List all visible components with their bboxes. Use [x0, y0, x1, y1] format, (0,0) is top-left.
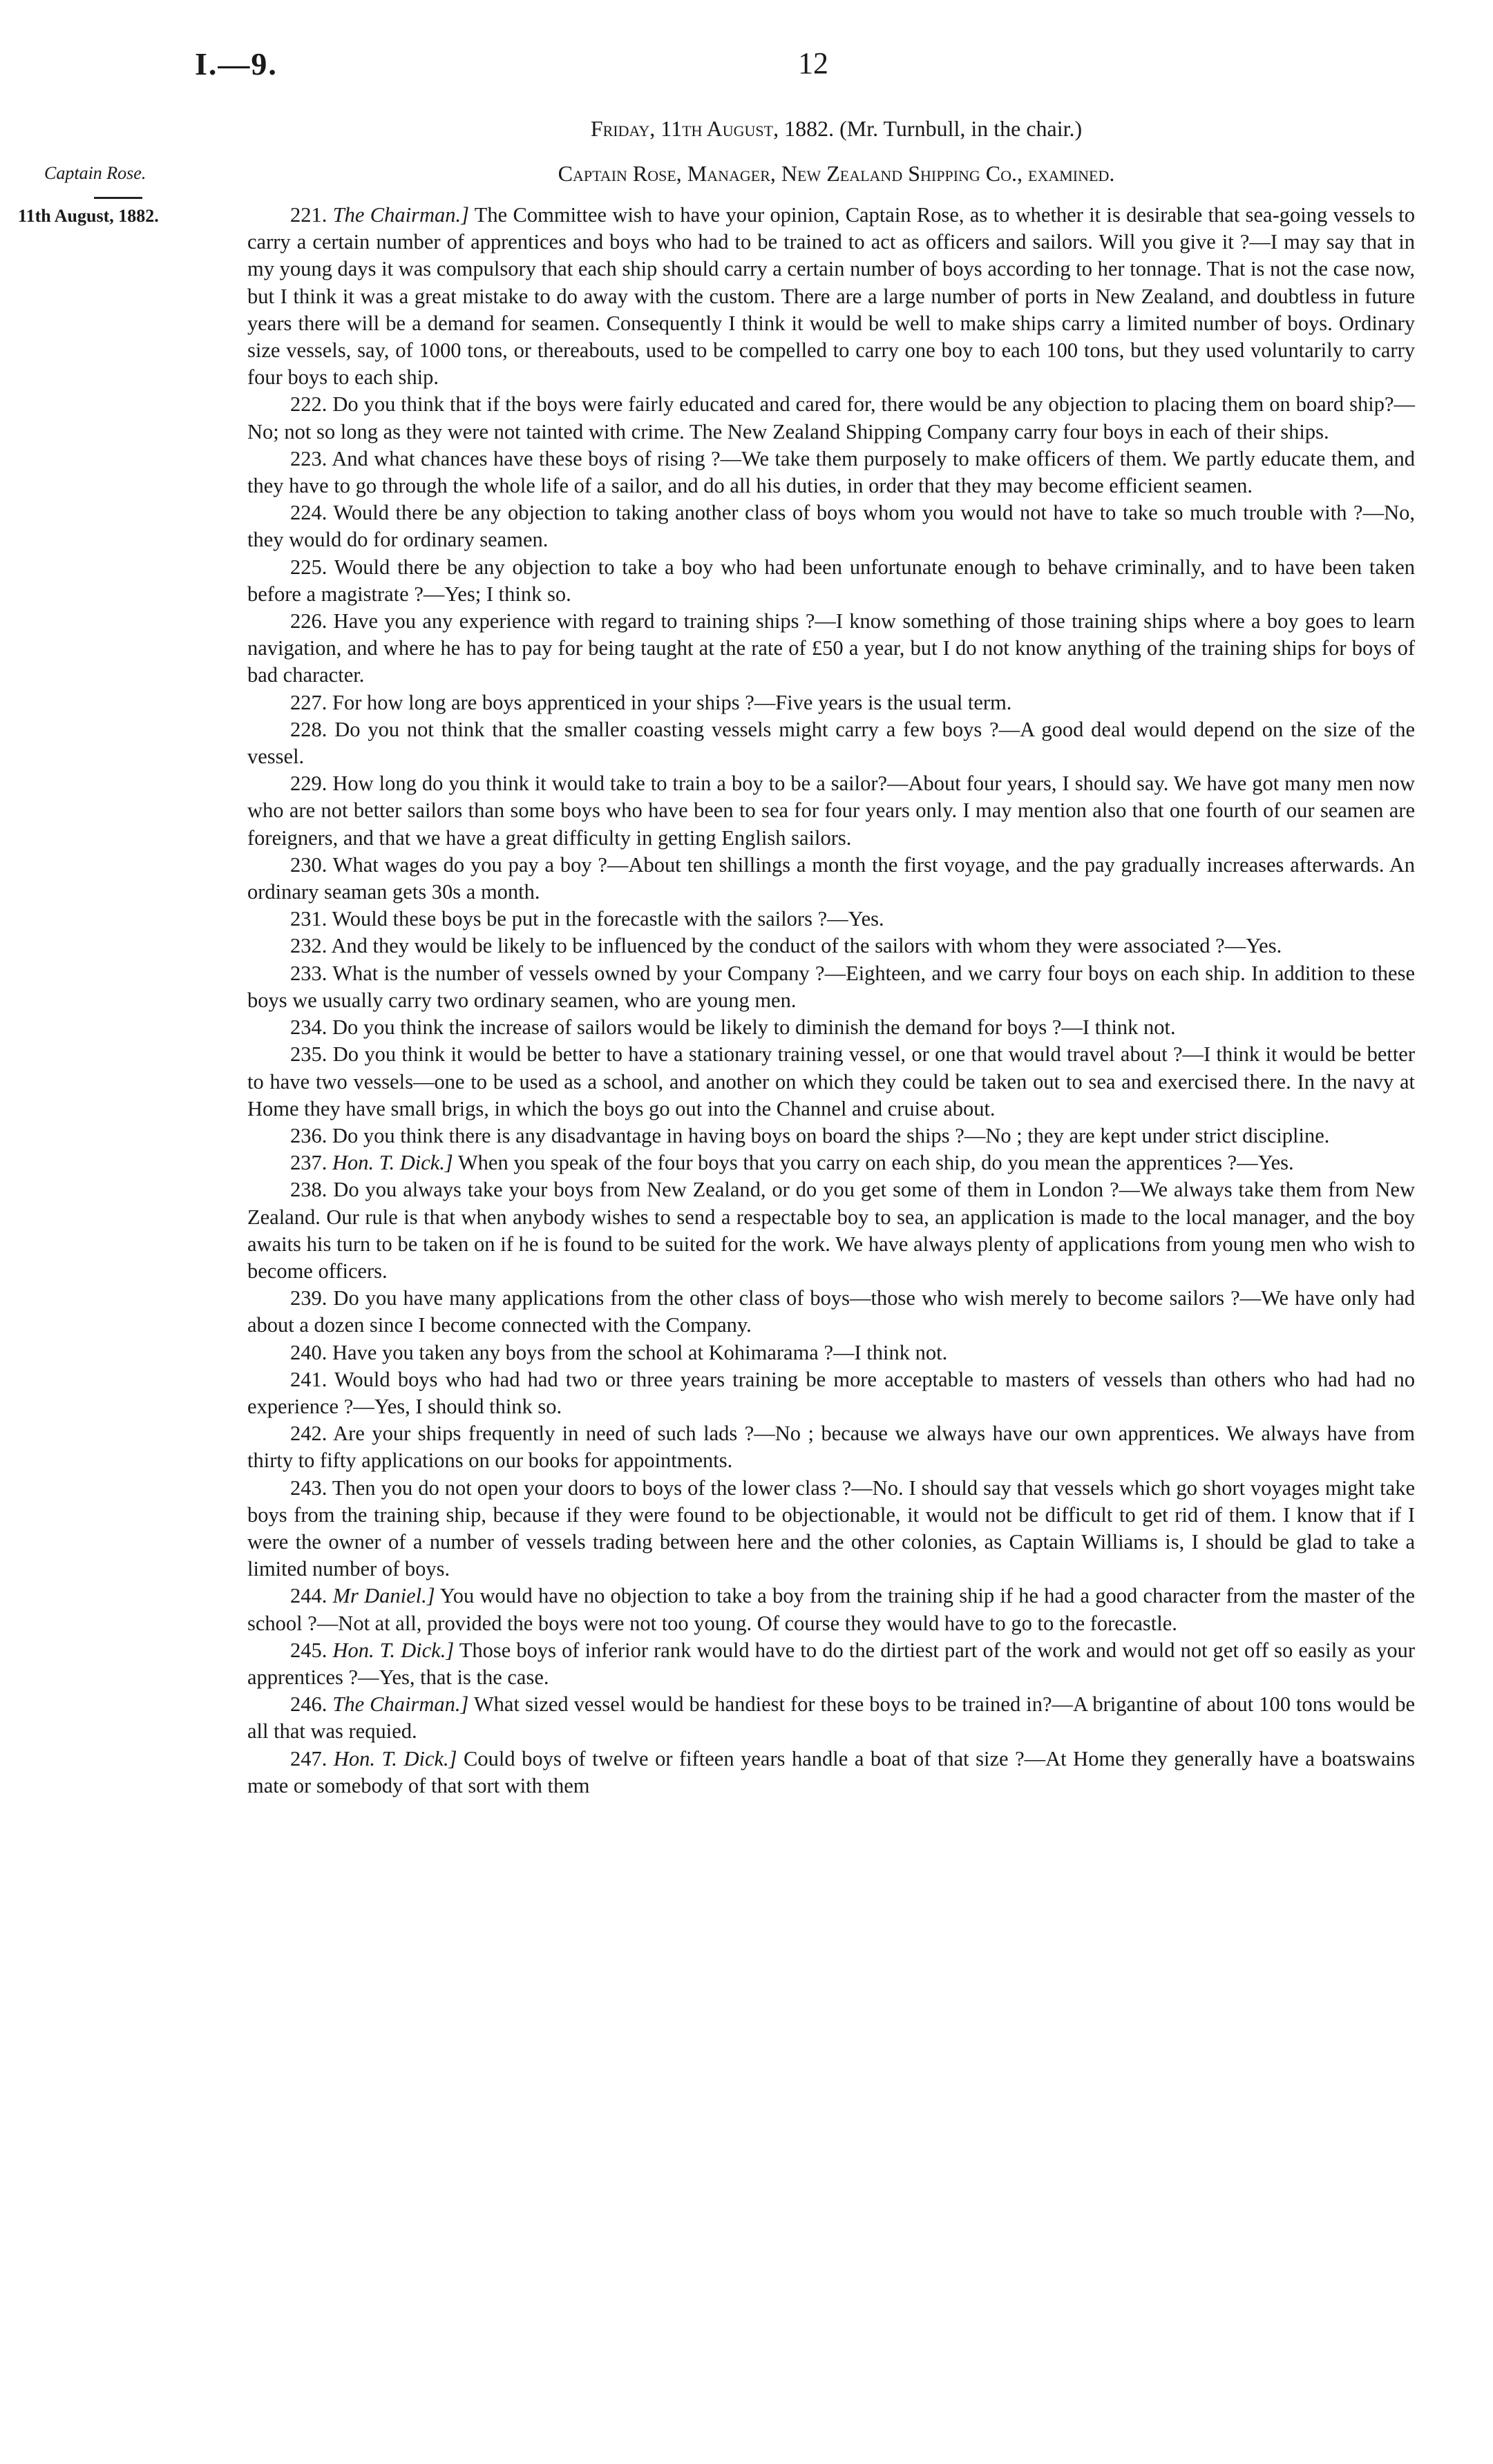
session-heading — [0, 116, 1493, 142]
question-number: 235. — [290, 1042, 327, 1067]
testimony-paragraph — [247, 202, 1415, 391]
question-answer-text: Could boys of twelve or fifteen years handle a boat of that size ?—At Home they generally have a boatswains mate or somebody of that sort with them — [247, 1746, 1415, 1797]
question-answer-text: What wages do you pay a boy ?—About ten shillings a month the first voyage, and the pay gradually increases afterwards. An ordinary seaman gets 30s a month. — [247, 852, 1415, 904]
question-number: 233. — [290, 961, 327, 985]
question-answer-text: You would have no objection to take a boy from the training ship if he had a good character from the master of the school ?—Not at all, provided the boys were not too young. Of course they would have to go to the forecastle. — [247, 1584, 1416, 1635]
testimony-paragraph — [247, 1583, 1415, 1636]
testimony-paragraph — [247, 1366, 1415, 1420]
testimony-paragraph — [247, 391, 1415, 445]
margin-date: 11th August, 1882. — [18, 206, 159, 226]
question-number: 241. — [290, 1367, 327, 1391]
question-number: 237. — [290, 1151, 327, 1175]
question-number: 246. — [290, 1692, 327, 1717]
session-date: Friday, 11th August, 1882. — [590, 116, 835, 141]
question-number: 232. — [290, 934, 327, 958]
testimony-paragraph — [247, 1041, 1415, 1123]
question-number: 227. — [290, 690, 327, 714]
witness-heading: Captain Rose, Manager, New Zealand Shipping Co., examined. — [558, 161, 1115, 186]
testimony-paragraph — [247, 1014, 1415, 1041]
testimony-paragraph — [247, 1149, 1415, 1176]
speaker-name: Mr Daniel.] — [332, 1584, 435, 1608]
question-answer-text: Do you always take your boys from New Zealand, or do you get some of them in London ?—We always take them from New Zealand. Our rule is that when anybody wishes to send a respectable boy to sea, an application is made to the local manager, and the boy awaits his turn to be taken on if he is found to be suited for the work. We have always plenty of applications from young men who wish to become officers. — [247, 1178, 1415, 1283]
testimony-paragraph — [247, 852, 1415, 906]
question-answer-text: And what chances have these boys of rising ?—We take them purposely to make officers of them. We partly educate them, and they have to go through the whole life of a sailor, and do all his duties, in order that they may become efficient seamen. — [247, 446, 1416, 498]
question-number: 228. — [290, 717, 327, 741]
testimony-paragraph — [247, 933, 1415, 959]
question-answer-text: Would there be any objection to taking another class of boys whom you would not have to take so much trouble with ?—No, they would do for ordinary seamen. — [247, 501, 1415, 552]
speaker-name: Hon. T. Dick.] — [332, 1151, 453, 1175]
question-number: 236. — [290, 1123, 327, 1147]
testimony-paragraph — [247, 716, 1415, 770]
question-answer-text: Then you do not open your doors to boys of the lower class ?—No. I should say that vessels which go short voyages might take boys from the training ship, because if they were found to be objectionable, it would not be difficult to get rid of them. I know that if I were the owner of a number of vessels trading between here and the other colonies, as Captain Williams is, I should be glad to take a limited number of boys. — [247, 1475, 1415, 1581]
margin-witness-name: Captain Rose. — [44, 163, 146, 183]
question-answer-text: The Committee wish to have your opinion, Captain Rose, as to whether it is desirable that sea-going vessels to carry a certain number of apprentices and boys who had to be trained to act as officers and sailors. Will you give it ?—I may say that in my young days it was compulsory that each ship should carry a certain number of boys according to her tonnage. That is not the case now, but I think it was a great mistake to do away with the custom. There are a large number of ports in New Zealand, and doubtless in future years there will be a demand for seamen. Consequently I think it would be well to make ships carry a limited number of boys. Ordinary size vessels, say, of 1000 tons, or thereabouts, used to be compelled to carry one boy to each 100 tons, but they used voluntarily to carry four boys to each ship. — [247, 203, 1416, 390]
speaker-name: Hon. T. Dick.] — [332, 1638, 455, 1662]
question-number: 221. — [290, 203, 327, 227]
testimony-paragraph — [247, 554, 1415, 608]
question-answer-text: Do you not think that the smaller coasting vessels might carry a few boys ?—A good deal would depend on the size of the vessel. — [247, 717, 1415, 769]
question-answer-text: What sized vessel would be handiest for these boys to be trained in?—A brigantine of about 100 tons would be all that was requied. — [247, 1692, 1416, 1744]
question-number: 243. — [290, 1475, 327, 1500]
testimony-paragraph — [247, 906, 1415, 933]
question-number: 244. — [290, 1584, 327, 1608]
speaker-name: The Chairman.] — [332, 203, 470, 227]
testimony-paragraph — [247, 1420, 1415, 1474]
question-number: 226. — [290, 609, 327, 633]
question-answer-text: When you speak of the four boys that you carry on each ship, do you mean the apprentices ?—Yes. — [457, 1151, 1294, 1175]
testimony-paragraph — [247, 446, 1415, 499]
question-number: 231. — [290, 907, 327, 931]
question-number: 230. — [290, 852, 327, 877]
question-answer-text: What is the number of vessels owned by your Company ?—Eighteen, and we carry four boys on each ship. In addition to these boys we usually carry two ordinary seamen, who are young men. — [247, 961, 1415, 1012]
testimony-paragraph — [247, 1475, 1415, 1583]
testimony-paragraph — [247, 1339, 1415, 1366]
speaker-name: The Chairman.] — [332, 1692, 469, 1717]
question-number: 239. — [290, 1286, 327, 1310]
question-number: 242. — [290, 1422, 327, 1446]
question-number: 223. — [290, 446, 327, 470]
testimony-paragraph — [247, 960, 1415, 1014]
question-answer-text: How long do you think it would take to train a boy to be a sailor?—About four years, I should say. We have got many men now who are not better sailors than some boys who have been to sea for four years only. I may mention also that one fourth of our seamen are foreigners, and that we have a great difficulty in getting English sailors. — [247, 772, 1415, 850]
testimony-paragraph — [247, 1285, 1415, 1339]
question-number: 222. — [290, 392, 327, 417]
session-chair: (Mr. Turnbull, in the chair.) — [839, 116, 1083, 141]
testimony-paragraph — [247, 1746, 1415, 1799]
question-answer-text: Would these boys be put in the forecastle with the sailors ?—Yes. — [332, 907, 884, 931]
question-answer-text: Have you any experience with regard to training ships ?—I know something of those training ships where a boy goes to learn navigation, and where he has to pay for being taught at the rate of £50 a year, but I do not know anything of the training ships for boys of bad character. — [247, 609, 1416, 687]
question-answer-text: Do you think that if the boys were fairly educated and cared for, there would be any objection to placing them on board ship?—No; not so long as they were not tainted with crime. The New Zealand Shipping Company carry four boys in each of their ships. — [247, 392, 1415, 443]
question-number: 245. — [290, 1638, 327, 1662]
question-number: 238. — [290, 1178, 327, 1202]
testimony-paragraph — [247, 1123, 1415, 1149]
testimony-paragraph — [247, 608, 1415, 689]
question-number: 229. — [290, 772, 327, 796]
margin-divider — [94, 197, 142, 199]
question-answer-text: Do you have many applications from the other class of boys—those who wish merely to become sailors ?—We have only had about a dozen since I become connected with the Company. — [247, 1286, 1416, 1337]
testimony-paragraph — [247, 1176, 1415, 1285]
question-number: 224. — [290, 501, 327, 525]
testimony-body — [247, 202, 1415, 1799]
testimony-paragraph — [247, 499, 1415, 553]
question-answer-text: For how long are boys apprenticed in your ships ?—Five years is the usual term. — [332, 690, 1012, 714]
question-answer-text: Would there be any objection to take a boy who had been unfortunate enough to behave criminally, and to have been taken before a magistrate ?—Yes; I think so. — [247, 555, 1415, 606]
testimony-paragraph — [247, 689, 1415, 716]
question-answer-text: Would boys who had had two or three years training be more acceptable to masters of vessels than others who had had no experience ?—Yes, I should think so. — [247, 1367, 1415, 1418]
question-number: 240. — [290, 1340, 327, 1364]
testimony-paragraph — [247, 1691, 1415, 1745]
question-answer-text: Those boys of inferior rank would have to do the dirtiest part of the work and would not get off so easily as your apprentices ?—Yes, that is the case. — [247, 1638, 1415, 1689]
testimony-paragraph — [247, 1637, 1415, 1691]
testimony-paragraph — [247, 770, 1415, 852]
question-number: 225. — [290, 555, 327, 579]
speaker-name: Hon. T. Dick.] — [333, 1746, 457, 1770]
page-number: 12 — [798, 46, 828, 80]
question-answer-text: Have you taken any boys from the school at Kohimarama ?—I think not. — [332, 1340, 948, 1364]
question-answer-text: And they would be likely to be influenced by the conduct of the sailors with whom they were associated ?—Yes. — [331, 934, 1282, 958]
document-reference: I.—9. — [195, 46, 278, 82]
question-answer-text: Do you think it would be better to have a stationary training vessel, or one that would travel about ?—I think it would be better to have two vessels—one to be used as a school, and another on which they could be taken out to sea and exercised there. In the navy at Home they have small brigs, in which the boys go out into the Channel and cruise about. — [247, 1042, 1416, 1120]
question-answer-text: Do you think the increase of sailors would be likely to diminish the demand for boys ?—I think not. — [332, 1015, 1176, 1040]
question-answer-text: Do you think there is any disadvantage in having boys on board the ships ?—No ; they are kept under strict discipline. — [332, 1123, 1330, 1147]
question-answer-text: Are your ships frequently in need of such lads ?—No ; because we always have our own apprentices. We always have from thirty to fifty applications on our books for appointments. — [247, 1422, 1415, 1473]
question-number: 234. — [290, 1015, 327, 1040]
question-number: 247. — [290, 1746, 327, 1770]
